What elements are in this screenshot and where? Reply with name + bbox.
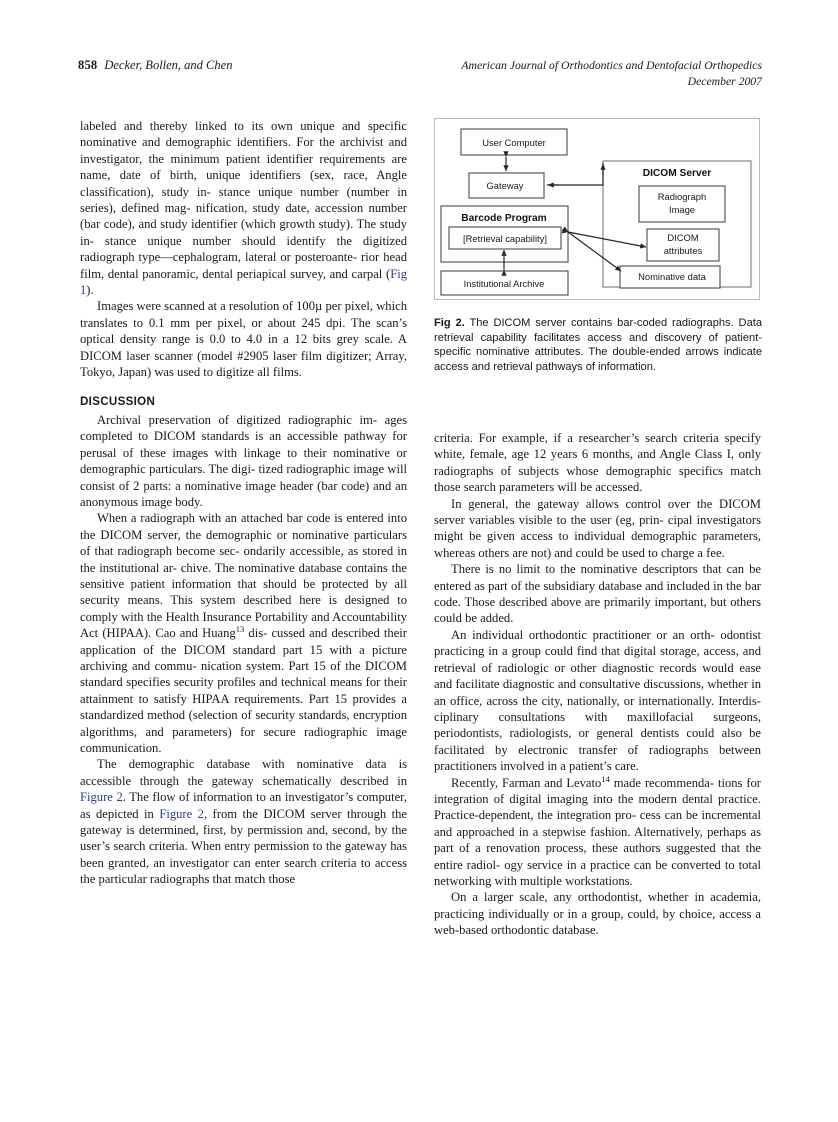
paragraph-images-scanned: Images were scanned at a resolution of 100µ per pixel, which translates to 0.1 mm per pixel, or about 245 dpi. The scan’s optical density range is 0.0 to 4.0 in a 12 bits grey scale. A DICOM laser scanner (model #2905 laser film digitizer; Array, Tokyo, Japan) was used to digitize all films.: [80, 299, 407, 380]
running-head: [78, 58, 762, 94]
xref-figure-2-a[interactable]: Figure 2: [80, 790, 123, 805]
paragraph-discussion-1: Archival preservation of digitized radiographic im- ages completed to DICOM standards is an accessible pathway for perusal of these images with linkage to their nominative or demographic particulars. The digi- tized radiographic image will consist of 2 parts: a nominative image header (bar code) and an anonymous image body.: [80, 412, 407, 509]
user-computer-label: User Computer: [482, 137, 546, 148]
paragraph-criteria: criteria. For example, if a researcher’s search criteria specify white, female, age 12 years 6 months, and Angle Class I, only radiographs of subjects whose demographic specifics match those search parameters will be accessed.: [434, 431, 761, 495]
radiograph-image-label-line2: Image: [668, 204, 696, 215]
figure-2-label: Fig 2.: [434, 317, 465, 329]
running-head-right: [461, 58, 762, 89]
paragraph-discussion-3: The demographic database with nominative data is accessible through the gateway schematically described in Figure 2. The flow of information to an investigator’s computer, as depicted in Figure 2, from the DICOM server through the gateway is determined, first, by permission and, second, by the user’s search criteria. When entry permission to the gateway has been granted, an investigator can enter search criteria to access the particular radiographs that match those: [80, 757, 408, 887]
figure-2-caption: [434, 316, 762, 374]
paragraph-gateway-control: In general, the gateway allows control over the DICOM server variables visible to the user (eg, prin- cipal investigators might be given access to individual demographic parameters, whereas others are not) and could be used to charge a fee.: [434, 496, 761, 560]
left-column: [80, 118, 407, 888]
dicom-server-label: DICOM Server: [642, 168, 712, 179]
citation-14[interactable]: 14: [601, 773, 610, 784]
page-number: 858: [78, 58, 98, 72]
figure-2-image-frame: [434, 118, 760, 300]
paragraph-orthodontic-practitioner: An individual orthodontic practitioner or an orth- odontist practicing in a group could find that digital storage, access, and retrieval of radiologic or other diagnostic records would ease and facilitate diagnostic and consultative discussions, whether in an office, across the city, nationally, or internationally. Interdis- ciplinary consultations with maxillofacial surgeons, periodontists, radiologists, or general dentists could also be facilitated by electronic transfer of radiographs between practitioners involved in a patient’s care.: [434, 627, 761, 774]
figure-2: [434, 118, 762, 374]
paragraph-continued: labeled and thereby linked to its own unique and specific nominative and demographic identifiers. For the archivist and investigator, the minimum patient identifier requirements are name, date of birth, unique identifiers (sex, race, Angle classification), study in- stance unique number (number in series), defined mag- nification, study date, accession number (bar code), and study identifier (which growth study). The study in- stance unique number should identify the digitized radiograph type—cephalogram, lateral or posteroante- rior head film, dental panoramic, dental periapical survey, and carpal (Fig 1).: [80, 119, 407, 298]
paragraph-farman-levato: Recently, Farman and Levato$^{14}$ made recommenda- tions for integration of digital imaging into the modern dental practice. Practice-dependent, the integration pro- cess can be incremental and approached in a stepwise fashion. Alternatively, perhaps as part of a renovation process, these authors suggested that the entire radiol- ogy service in a practice can be converted to total networking with multiple workstations.: [434, 773, 761, 888]
section-heading-discussion: DISCUSSION: [80, 394, 156, 408]
institutional-archive-label: Institutional Archive: [463, 278, 545, 289]
radiograph-image-label-line1: Radiograph: [657, 191, 707, 202]
right-column: [434, 430, 761, 939]
xref-figure-2-b[interactable]: Figure 2: [159, 806, 204, 821]
dicom-architecture-diagram: [435, 119, 759, 299]
paragraph-larger-scale: On a larger scale, any orthodontist, whether in academia, practicing individually or in a group, could, by choice, access a web-based orthodontic database.: [434, 890, 761, 938]
retrieval-capability-label: [Retrieval capability]: [463, 233, 547, 244]
gateway-label: Gateway: [486, 180, 524, 191]
barcode-program-label: Barcode Program: [461, 213, 547, 224]
dicom-attributes-label-line2: attributes: [663, 245, 703, 256]
figure-2-caption-text: The DICOM server contains bar-coded radiographs. Data retrieval capability facilitates access and discovery of patient-specific nominative attributes. The double-ended arrows indicate access and retrieval pathways of information.: [434, 317, 762, 373]
xref-fig-1[interactable]: Fig 1: [80, 266, 407, 298]
journal-title: American Journal of Orthodontics and Dentofacial Orthopedics: [461, 59, 762, 72]
edge-gateway-dicom-server: [547, 163, 603, 185]
issue-date: December 2007: [687, 74, 762, 88]
running-head-left: [78, 58, 232, 73]
citation-13[interactable]: 13: [235, 624, 245, 634]
paragraph-nominative-descriptors: There is no limit to the nominative descriptors that can be entered as part of the subsidiary database and included in the bar code. Those described above are primarily important, but others could be added.: [434, 562, 761, 626]
running-head-authors: Decker, Bollen, and Chen: [104, 58, 233, 72]
paragraph-discussion-2: When a radiograph with an attached bar code is entered into the DICOM server, the demographic or nominative particulars of that radiograph become sec- ondarily accessible, as stored in the institutional ar- chive. The nominative database contains the sensitive patient information that should be protected by all security means. This system described here is designed to comply with the Health Insurance Portability and Accountability Act (HIPAA). Cao and Huang$^{13}$ dis- cussed and described their application of the DICOM standard part 15 with a picture archiving and commu- nication system. Part 15 of the DICOM standard specifies security profiles and technical means for their attainment to satisfy HIPAA requirements. Part 15 provides a standardized method (selection of security standards, encryption algorithms, and parameters) for secure radiographic image communication.: [80, 511, 407, 756]
nominative-data-label: Nominative data: [638, 271, 706, 282]
dicom-attributes-label-line1: DICOM: [667, 232, 699, 243]
